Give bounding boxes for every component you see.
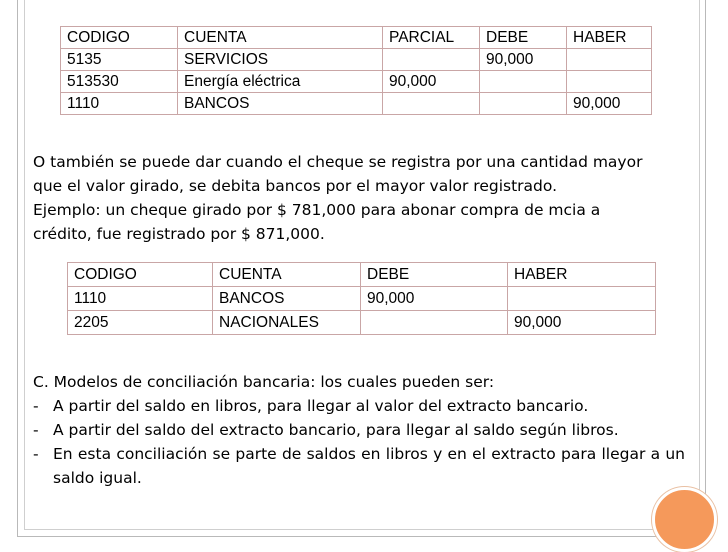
header-parcial: PARCIAL: [383, 27, 480, 49]
section-heading: C. Modelos de conciliación bancaria: los cuales pueden ser:: [33, 373, 495, 391]
list-item: [33, 418, 685, 442]
dash-bullet: -: [33, 445, 39, 463]
cell-debe: [480, 93, 567, 115]
dash-bullet: -: [33, 397, 39, 415]
cell-debe: [480, 71, 567, 93]
paragraph-line: O también se puede dar cuando el cheque se registra por una cantidad mayor: [33, 153, 643, 171]
cell-haber: [567, 71, 652, 93]
cell-cuenta: BANCOS: [213, 287, 361, 311]
conciliation-section: [33, 370, 685, 490]
cell-codigo: 1110: [68, 287, 213, 311]
cell-cuenta: NACIONALES: [213, 311, 361, 335]
cell-haber: 90,000: [508, 311, 656, 335]
header-cuenta: CUENTA: [213, 263, 361, 287]
table-row: [61, 93, 652, 115]
cell-codigo: 513530: [61, 71, 178, 93]
table-header-row: [61, 27, 652, 49]
cell-parcial: [383, 93, 480, 115]
accounting-table-1: [60, 26, 652, 115]
dash-bullet: -: [33, 421, 39, 439]
cell-cuenta: Energía eléctrica: [178, 71, 383, 93]
cell-debe: 90,000: [361, 287, 508, 311]
header-debe: DEBE: [480, 27, 567, 49]
paragraph-line: crédito, fue registrado por $ 871,000.: [33, 225, 325, 243]
table-row: [61, 49, 652, 71]
list-item: [33, 442, 685, 490]
cell-cuenta: SERVICIOS: [178, 49, 383, 71]
decorative-circle: [652, 487, 717, 552]
header-haber: HABER: [508, 263, 656, 287]
list-item-text: En esta conciliación se parte de saldos en libros y en el extracto para llegar a un saldo igual.: [53, 445, 685, 487]
list-item-text: A partir del saldo en libros, para llegar al valor del extracto bancario.: [53, 397, 589, 415]
header-codigo: CODIGO: [68, 263, 213, 287]
table-row: [61, 71, 652, 93]
explanation-paragraph: [33, 150, 685, 246]
accounting-table-2: [67, 262, 656, 335]
table-row: [68, 311, 656, 335]
paragraph-line: Ejemplo: un cheque girado por $ 781,000 para abonar compra de mcia a: [33, 201, 601, 219]
header-haber: HABER: [567, 27, 652, 49]
header-debe: DEBE: [361, 263, 508, 287]
cell-parcial: [383, 49, 480, 71]
header-codigo: CODIGO: [61, 27, 178, 49]
cell-haber: [567, 49, 652, 71]
table-row: [68, 287, 656, 311]
table-header-row: [68, 263, 656, 287]
cell-debe: [361, 311, 508, 335]
cell-parcial: 90,000: [383, 71, 480, 93]
cell-cuenta: BANCOS: [178, 93, 383, 115]
header-cuenta: CUENTA: [178, 27, 383, 49]
cell-haber: [508, 287, 656, 311]
cell-codigo: 5135: [61, 49, 178, 71]
list-item: [33, 394, 685, 418]
cell-codigo: 2205: [68, 311, 213, 335]
cell-codigo: 1110: [61, 93, 178, 115]
cell-debe: 90,000: [480, 49, 567, 71]
paragraph-line: que el valor girado, se debita bancos por el mayor valor registrado.: [33, 177, 557, 195]
list-item-text: A partir del saldo del extracto bancario, para llegar al saldo según libros.: [53, 421, 619, 439]
cell-haber: 90,000: [567, 93, 652, 115]
